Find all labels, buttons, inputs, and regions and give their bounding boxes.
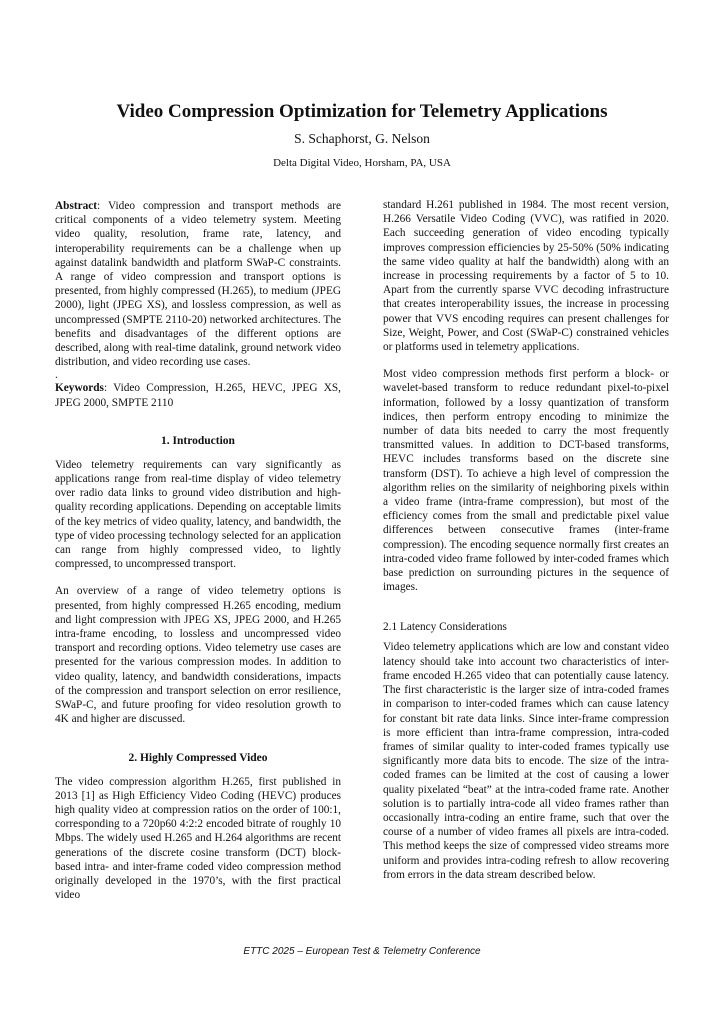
abstract-paragraph	[55, 199, 341, 369]
latency-paragraph-1: Video telemetry applications which are low and constant video latency should take into account two characteristics of inter-frame encoded H.265 video that can potentially cause latency. The first characteristic is the larger size of intra-coded frames in comparison to inter-coded frames which can cause latency for constant bit rate data links. Since inter-frame compression is more efficient than intra-frame compression, intra-coded frames of similar quality to inter-coded frames typically use significantly more data bits to encode. The size of the intra-coded frames can be limited at the cost of causing a lower quality pixelated “beat” at the intra-coded frame rate. Another solution is to partially intra-code all video frames rather than occasionally intra-coding an entire frame, such that over the course of a number of video frames all pixels are intra-coded. This method keeps the size of compressed video streams more uniform and provides intra-coding refresh to allow recovering from errors in the data stream described below.	[383, 641, 669, 881]
conference-footer: ETTC 2025 – European Test & Telemetry Conference	[243, 946, 481, 957]
section-heading-introduction: 1. Introduction	[161, 434, 235, 447]
keywords-text: : Video Compression, H.265, HEVC, JPEG XS, JPEG 2000, SMPTE 2110	[55, 382, 341, 409]
section-heading-highly-compressed: 2. Highly Compressed Video	[128, 751, 268, 764]
abstract-label: Abstract	[55, 200, 98, 212]
right-column	[383, 198, 669, 882]
paper-authors: S. Schaphorst, G. Nelson	[294, 131, 430, 146]
keywords-label: Keywords	[55, 382, 104, 395]
keywords-paragraph	[55, 381, 341, 409]
intro-paragraph-1: Video telemetry requirements can vary significantly as applications range from real-time display of video telemetry over radio data links to ground video distribution and high-quality recording applications. Depending on acceptable limits of the key metrics of video quality, latency, and bandwidth, the type of video processing technology selected for an application can range from highly compressed video, to lightly compressed, to uncompressed transport.	[55, 458, 341, 571]
intro-paragraph-2: An overview of a range of video telemetry options is presented, from highly compressed H.265 encoding, medium and light compression with JPEG XS, JPEG 2000, and H.265 intra-frame encoding, to lossless and uncompressed video transport and recording options. Video telemetry use cases are presented for the various compression modes. In addition to video quality, latency, and bandwidth considerations, impacts of the compression and transport selection on error resilience, SWaP-C, and future proofing for video resolution growth to 4K and higher are discussed.	[55, 585, 341, 726]
abstract-dot: .	[55, 369, 58, 382]
compressed-paragraph-1-continued: standard H.261 published in 1984. The most recent version, H.266 Versatile Video Coding (VVC), was ratified in 2020. Each succeeding generation of video encoding typically improves compression efficiencies by 25-50% (50% indicating the same video quality at half the bandwidth) along with an increase in processing requirements by a factor of 5 to 10. Apart from the currently sparse VVC decoding infrastructure that creates interoperability issues, the increase in processing power that VVS encoding requires can present challenges for Size, Weight, Power, and Cost (SWaP-C) constrained vehicles or platforms used in telemetry applications.	[383, 199, 669, 354]
subsection-heading-latency: 2.1 Latency Considerations	[383, 621, 507, 634]
left-column	[55, 199, 341, 902]
compressed-paragraph-1: The video compression algorithm H.265, first published in 2013 [1] as High Efficiency Video Coding (HEVC) produces high quality video at compression ratios on the order of 100:1, corresponding to a 720p60 4:2:2 encoded bitrate of roughly 10 Mbps. The widely used H.265 and H.264 algorithms are recent generations of the discrete cosine transform (DCT) block-based intra- and inter-frame coded video compression method originally developed in the 1970’s, with the first practical video	[55, 775, 341, 902]
compressed-paragraph-2: Most video compression methods first perform a block- or wavelet-based transform to reduce redundant pixel-to-pixel information, followed by a lossy quantization of transform indices, then perform entropy encoding to minimize the number of data bits needed to carry the most frequently transmitted values. In addition to DCT-based transforms, HEVC includes transforms based on the discrete sine transform (DST). To achieve a high level of compression the algorithm relies on the similarity of neighboring pixels within a video frame (intra-frame compression), but most of the efficiency comes from the small and predictable pixel value differences between consecutive frames (inter-frame compression). The encoding sequence normally first creates an intra-coded video frame followed by inter-coded frames which base prediction on surrounding pictures in the sequence of images.	[383, 368, 669, 594]
abstract-text: : Video compression and transport methods are critical components of a video telemetry system. Meeting video quality, resolution, frame rate, latency, and interoperability requirements can be a challenge when up against datalink bandwidth and platform SWaP-C constraints. A range of video compression and transport options is presented, from highly compressed (H.265), to medium (JPEG 2000), light (JPEG XS), and lossless compression, as well as uncompressed (SMPTE 2110-20) networked architectures. The benefits and disadvantages of the different options are described, along with real-time datalink, ground network video distribution, and video recording use cases.	[55, 200, 341, 369]
paper-affiliation: Delta Digital Video, Horsham, PA, USA	[273, 157, 451, 169]
paper-title: Video Compression Optimization for Telemetry Applications	[116, 101, 608, 122]
